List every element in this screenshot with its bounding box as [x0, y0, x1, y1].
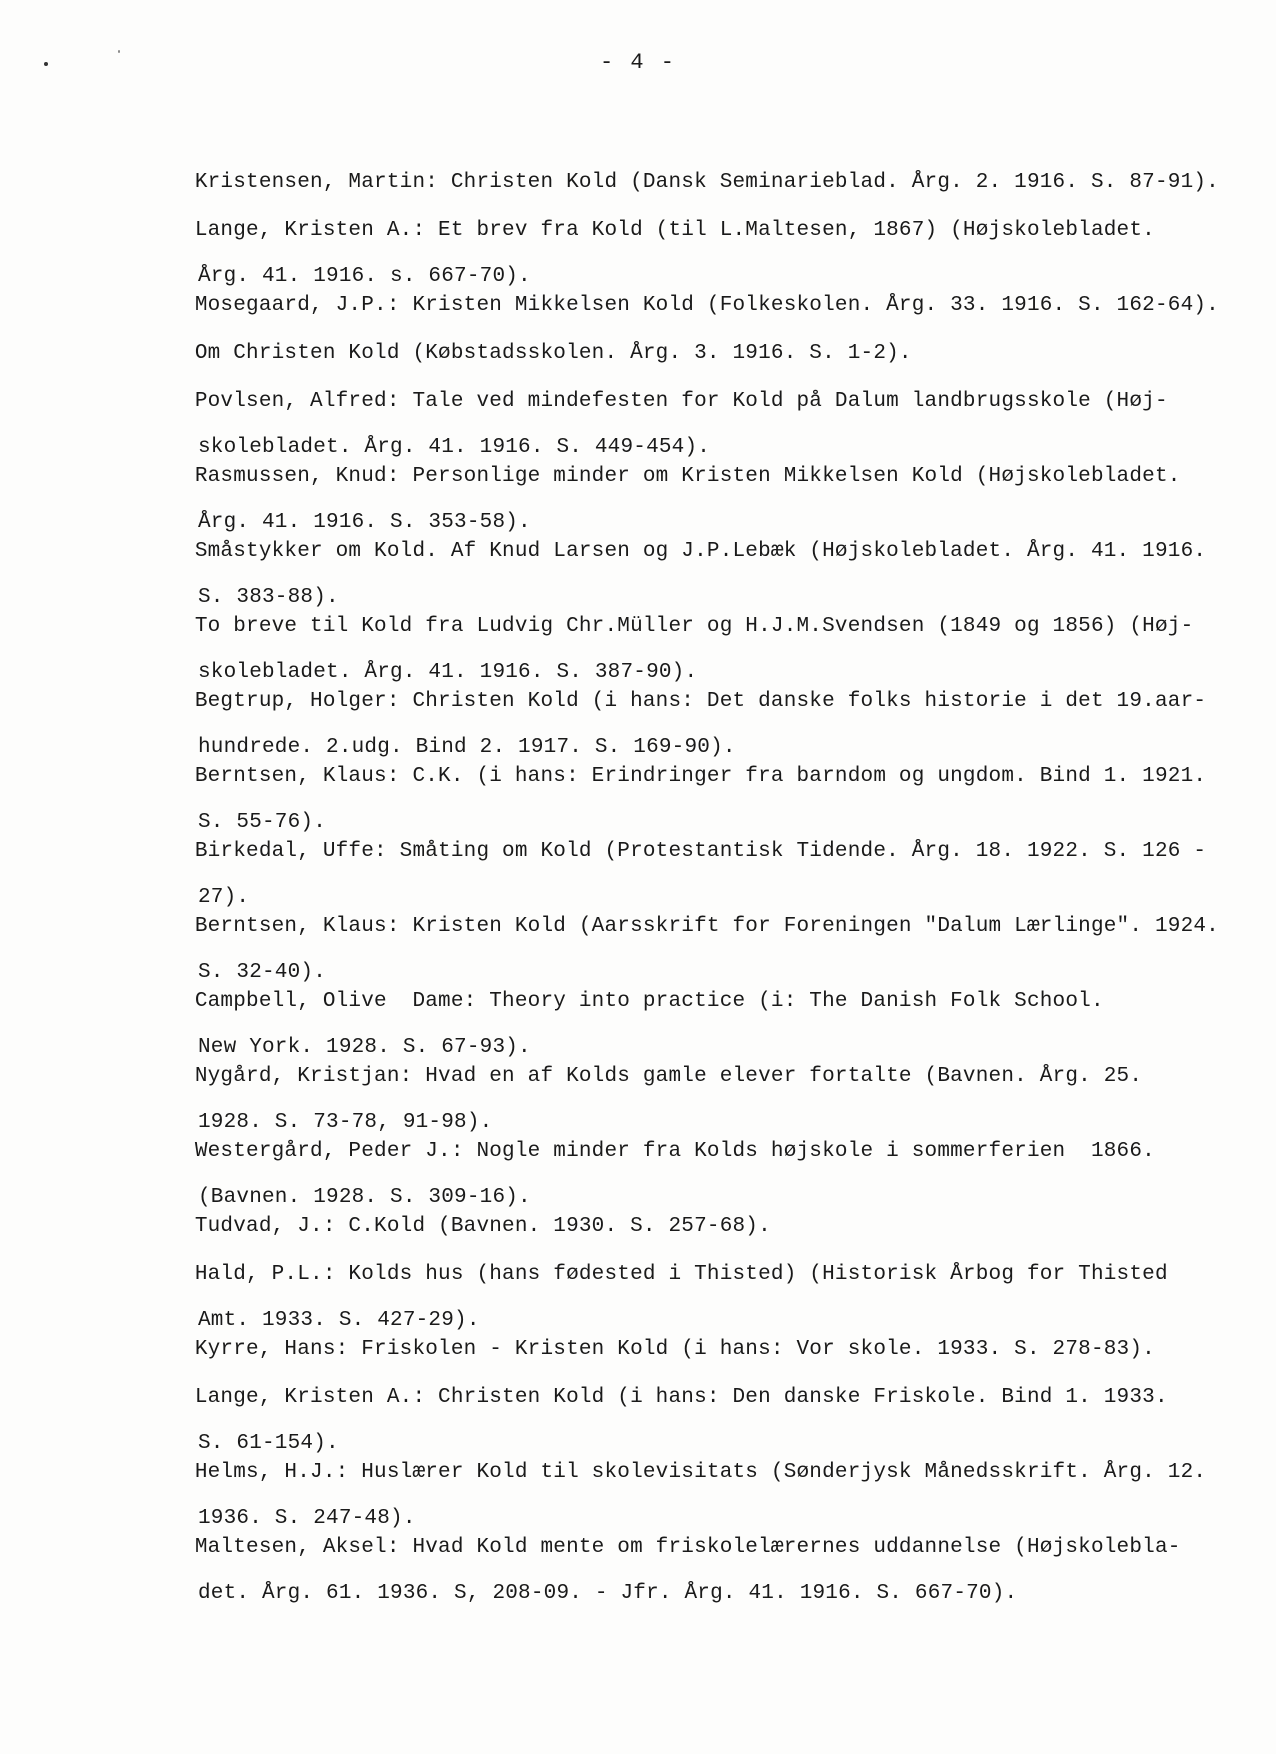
entry-line-2: 1936. S. 247-48).: [198, 1507, 416, 1530]
entry-line-2: S. 55-76).: [198, 811, 327, 834]
entry-line-2: S. 32-40).: [198, 961, 327, 984]
entry-line-1: Povlsen, Alfred: Tale ved mindefesten for Kold på Dalum landbrugsskole (Høj-: [194, 390, 1168, 413]
entry-line-1: Nygård, Kristjan: Hvad en af Kolds gamle elever fortalte (Bavnen. Årg. 25.: [194, 1065, 1143, 1088]
entry-line-2: Årg. 41. 1916. S. 353-58).: [198, 511, 531, 534]
entry-line-1: Berntsen, Klaus: Kristen Kold (Aarsskrift for Foreningen "Dalum Lærlinge". 1924.: [194, 915, 1219, 938]
entry-line-2: S. 383-88).: [198, 586, 339, 609]
entry-line-1: Kristensen, Martin: Christen Kold (Dansk Seminarieblad. Årg. 2. 1916. S. 87-91).: [194, 171, 1219, 194]
entry-line-1: Kyrre, Hans: Friskolen - Kristen Kold (i hans: Vor skole. 1933. S. 278-83).: [194, 1338, 1155, 1361]
entry-line-1: Berntsen, Klaus: C.K. (i hans: Erindringer fra barndom og ungdom. Bind 1. 1921.: [194, 765, 1207, 788]
entry-line-1: Om Christen Kold (Købstadsskolen. Årg. 3. 1916. S. 1-2).: [194, 342, 912, 365]
bibliography-entry: [118, 1513, 1181, 1651]
entry-line-1: Begtrup, Holger: Christen Kold (i hans: Det danske folks historie i det 19.aar-: [194, 690, 1207, 713]
entry-line-2: S. 61-154).: [198, 1432, 339, 1455]
entry-line-1: Helms, H.J.: Huslærer Kold til skolevisitats (Sønderjysk Månedsskrift. Årg. 12.: [194, 1461, 1207, 1484]
entry-line-1: Campbell, Olive Dame: Theory into practice (i: The Danish Folk School.: [194, 990, 1104, 1013]
entry-line-1: Westergård, Peder J.: Nogle minder fra Kolds højskole i sommerferien 1866.: [194, 1140, 1155, 1163]
entry-line-1: Rasmussen, Knud: Personlige minder om Kristen Mikkelsen Kold (Højskolebladet.: [194, 465, 1181, 488]
entry-line-1: Mosegaard, J.P.: Kristen Mikkelsen Kold (Folkeskolen. Årg. 33. 1916. S. 162-64).: [194, 294, 1219, 317]
entry-line-2: skolebladet. Årg. 41. 1916. S. 449-454).: [198, 436, 711, 459]
entry-line-2: 1928. S. 73-78, 91-98).: [198, 1111, 493, 1134]
entry-line-1: Småstykker om Kold. Af Knud Larsen og J.P.Lebæk (Højskolebladet. Årg. 41. 1916.: [194, 540, 1207, 563]
entry-line-1: To breve til Kold fra Ludvig Chr.Müller og H.J.M.Svendsen (1849 og 1856) (Høj-: [194, 615, 1194, 638]
entry-line-1: Tudvad, J.: C.Kold (Bavnen. 1930. S. 257-68).: [194, 1215, 771, 1238]
entry-line-2: 27).: [198, 886, 250, 909]
entry-line-2: (Bavnen. 1928. S. 309-16).: [198, 1186, 531, 1209]
entry-line-1: Maltesen, Aksel: Hvad Kold mente om friskolelærernes uddannelse (Højskolebla-: [194, 1536, 1181, 1559]
entry-line-2: Årg. 41. 1916. s. 667-70).: [198, 265, 531, 288]
entry-line-1: Lange, Kristen A.: Et brev fra Kold (til L.Maltesen, 1867) (Højskolebladet.: [194, 219, 1155, 242]
page-number: - 4 -: [599, 50, 676, 75]
entry-line-2: det. Årg. 61. 1936. S, 208-09. - Jfr. Årg. 41. 1916. S. 667-70).: [198, 1582, 1018, 1605]
entry-line-1: Birkedal, Uffe: Småting om Kold (Protestantisk Tidende. Årg. 18. 1922. S. 126 -: [194, 840, 1207, 863]
entry-line-2: hundrede. 2.udg. Bind 2. 1917. S. 169-90).: [198, 736, 736, 759]
entry-line-2: skolebladet. Årg. 41. 1916. S. 387-90).: [198, 661, 698, 684]
entry-line-1: Hald, P.L.: Kolds hus (hans fødested i Thisted) (Historisk Årbog for Thisted: [194, 1263, 1168, 1286]
entry-line-2: New York. 1928. S. 67-93).: [198, 1036, 531, 1059]
entry-line-1: Lange, Kristen A.: Christen Kold (i hans: Den danske Friskole. Bind 1. 1933.: [194, 1386, 1168, 1409]
entry-line-2: Amt. 1933. S. 427-29).: [198, 1309, 480, 1332]
